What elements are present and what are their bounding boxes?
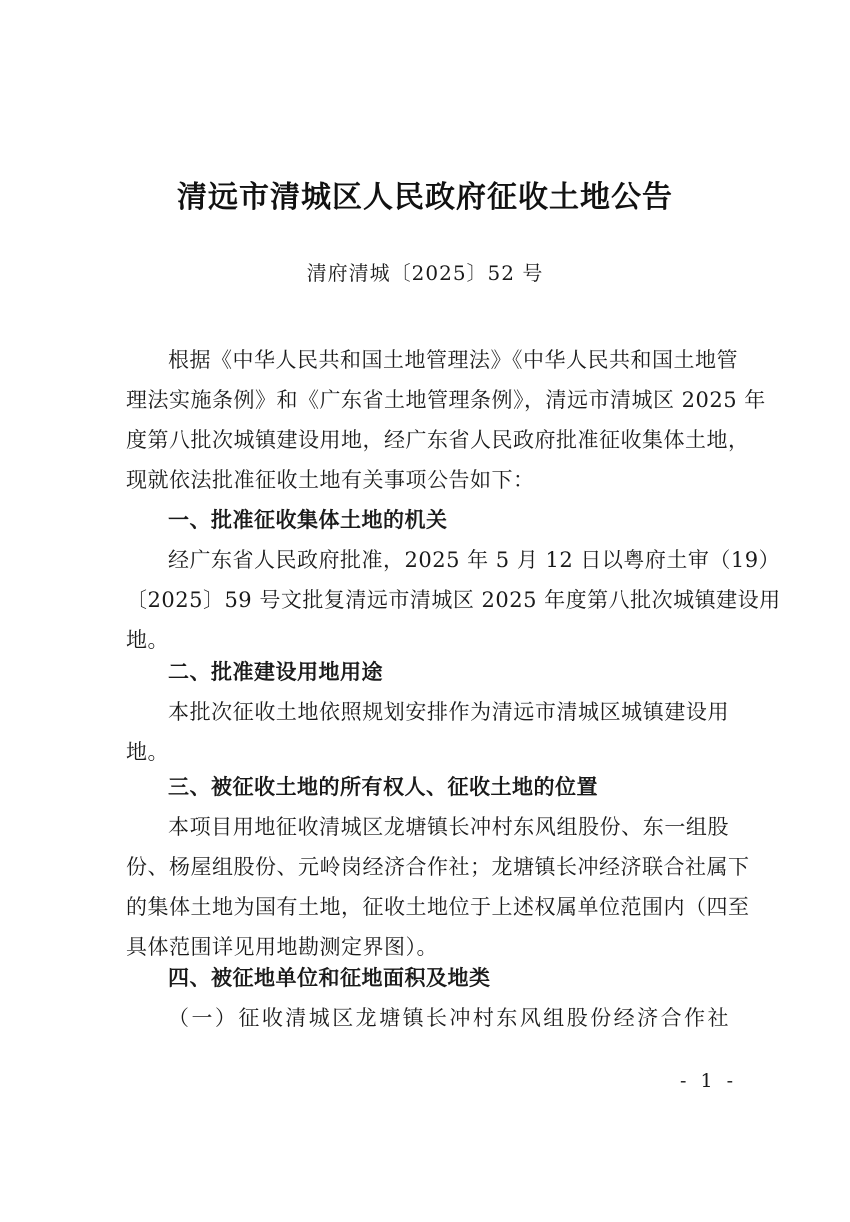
section-heading: 一、批准征收集体土地的机关	[168, 508, 448, 532]
section-heading: 四、被征地单位和征地面积及地类	[168, 966, 491, 990]
section-3	[126, 767, 750, 967]
section-2	[126, 652, 729, 772]
section-line: 本项目用地征收清城区龙塘镇长冲村东风组股份、东一组股	[168, 815, 729, 839]
section-line: 地。	[126, 740, 169, 764]
document-title: 清远市清城区人民政府征收土地公告	[177, 180, 673, 215]
section-line: 本批次征收土地依照规划安排作为清远市清城区城镇建设用	[168, 700, 729, 724]
preamble-paragraph	[126, 340, 766, 500]
document-number: 清府清城〔2025〕52 号	[306, 261, 544, 285]
section-1	[126, 500, 781, 660]
preamble-line: 度第八批次城镇建设用地，经广东省人民政府批准征收集体土地，	[126, 428, 750, 452]
preamble-line: 现就依法批准征收土地有关事项公告如下：	[126, 468, 535, 492]
section-line: 具体范围详见用地勘测定界图）。	[126, 935, 438, 959]
page-number: - 1 -	[680, 1070, 738, 1092]
section-line: 〔2025〕59 号文批复清远市清城区 2025 年度第八批次城镇建设用	[126, 588, 781, 612]
section-line: 的集体土地为国有土地，征收土地位于上述权属单位范围内（四至	[126, 895, 750, 919]
section-line: 经广东省人民政府批准，2025 年 5 月 12 日以粤府土审（19）	[168, 548, 781, 572]
section-4	[126, 958, 729, 1038]
preamble-line: 根据《中华人民共和国土地管理法》《中华人民共和国土地管	[168, 348, 738, 372]
section-heading: 二、批准建设用地用途	[168, 660, 383, 684]
section-line: （一）征收清城区龙塘镇长冲村东风组股份经济合作社	[168, 1006, 729, 1030]
section-heading: 三、被征收土地的所有权人、征收土地的位置	[168, 775, 598, 799]
section-line: 份、杨屋组股份、元岭岗经济合作社；龙塘镇长冲经济联合社属下	[126, 855, 750, 879]
preamble-line: 理法实施条例》和《广东省土地管理条例》，清远市清城区 2025 年	[126, 388, 766, 412]
section-line: 地。	[126, 628, 169, 652]
